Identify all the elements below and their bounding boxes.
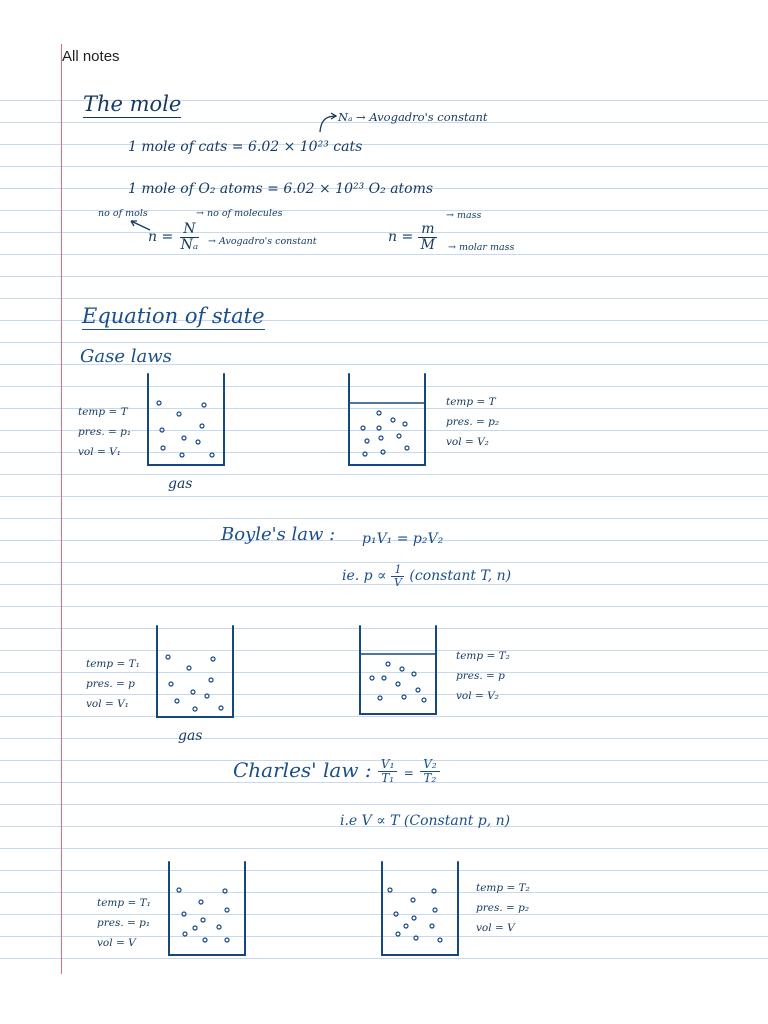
third-left-variables: temp = T₁ pres. = p₁ vol = V — [97, 897, 151, 949]
equation-of-state-heading: Equation of state — [82, 304, 265, 328]
third-right-variables: temp = T₂ pres. = p₂ vol = V — [476, 882, 530, 934]
charles-left-container — [155, 624, 237, 720]
charles-law: Charles' law : $\frac{\text{V₁}}{\text{T₁}}$ = $\frac{\text{V₂}}{\text{T₂}}$ — [233, 758, 440, 785]
cats-line: 1 mole of cats = 6.02 × 10²³ cats — [128, 139, 363, 155]
mole-heading: The mole — [83, 92, 182, 116]
n-over-na-equation: n = $\frac{N}{\text{Nₐ}}$ — [148, 221, 199, 253]
gas-laws-heading: Gase laws — [80, 346, 172, 367]
boyles-law-equation: p₁V₁ = p₂V₂ — [362, 531, 444, 547]
na-note: Nₐ → Avogadro's constant — [338, 110, 488, 124]
molar-mass-note: → molar mass — [448, 242, 515, 253]
boyle-left-variables: temp = T pres. = p₁ vol = V₁ — [78, 406, 132, 458]
boyle-right-variables: temp = T pres. = p₂ vol = V₂ — [446, 396, 500, 448]
boyles-law-label: Boyle's law : — [221, 524, 336, 545]
charles-law-fraction-right: $\frac{\text{V₂}}{\text{T₂}}$ — [420, 758, 439, 784]
na-arrow — [318, 112, 338, 134]
charles-law-proportionality: i.e V ∝ T (Constant p, n) — [340, 813, 511, 829]
boyle-left-container — [146, 372, 228, 468]
charles-law-label: Charles' law : — [233, 758, 372, 782]
charles-law-fraction-left: $\frac{\text{V₁}}{\text{T₁}}$ — [378, 758, 397, 784]
charles-left-variables: temp = T₁ pres. = p vol = V₁ — [86, 658, 140, 710]
margin-line — [61, 44, 62, 974]
gas-label-charles: gas — [178, 728, 203, 744]
charles-right-container — [358, 624, 440, 720]
gas-label-boyle: gas — [168, 476, 193, 492]
avogadro-note: → Avogadro's constant — [208, 236, 317, 247]
no-of-mols-note: no of mols — [98, 208, 148, 219]
mass-note: → mass — [446, 210, 482, 221]
charles-right-variables: temp = T₂ pres. = p vol = V₂ — [456, 650, 510, 702]
boyles-law-proportionality: ie. p ∝ $\frac{1}{V}$ (constant T, n) — [342, 563, 512, 589]
no-of-molecules-note: → no of molecules — [196, 208, 283, 219]
third-left-container — [167, 860, 249, 958]
n-over-m-equation: n = $\frac{m}{M}$ — [388, 222, 438, 252]
third-right-container — [380, 860, 462, 958]
boyle-right-container — [347, 372, 429, 468]
section-title[interactable]: All notes — [62, 48, 120, 65]
o2-line: 1 mole of O₂ atoms = 6.02 × 10²³ O₂ atoms — [128, 181, 434, 197]
